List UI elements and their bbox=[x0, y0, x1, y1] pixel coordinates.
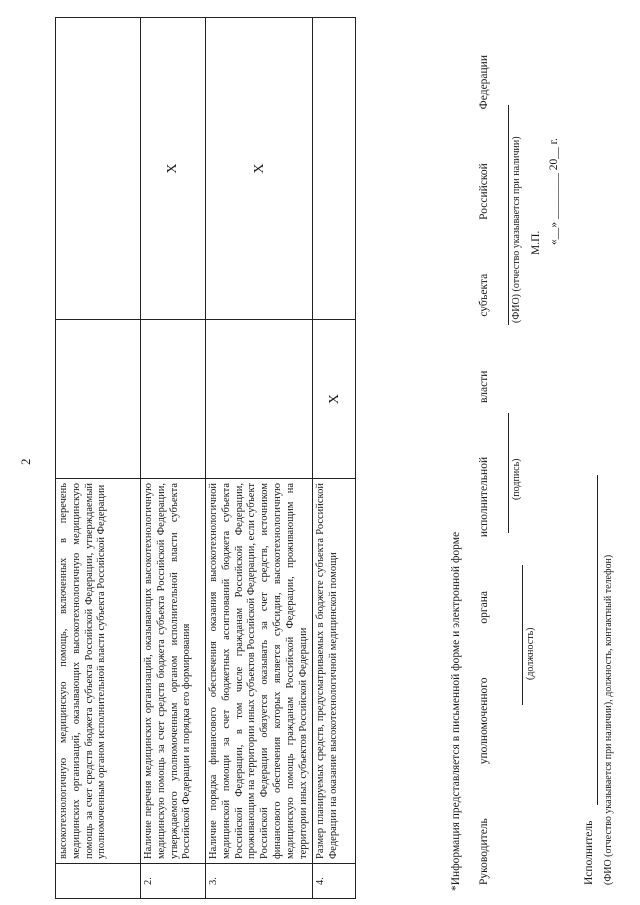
note-text: *Информация представляется в письменной форме и электронной форме bbox=[450, 531, 462, 891]
row-mark-a: X bbox=[313, 320, 356, 479]
row-number bbox=[56, 864, 141, 899]
head-label: Руководитель уполномоченного органа исполнительной власти субъекта Российской Федерации bbox=[478, 55, 490, 885]
executor-line bbox=[597, 475, 598, 805]
page-number: 2 bbox=[18, 458, 33, 465]
table-row bbox=[206, 18, 313, 899]
row-mark-b: X bbox=[141, 18, 206, 320]
row-mark-b bbox=[313, 18, 356, 320]
stamp-label: М.П. bbox=[530, 230, 542, 255]
table-row bbox=[313, 18, 356, 899]
date-field: «__» ________ 20__ г. bbox=[548, 138, 560, 245]
row-text: Наличие перечня медицинских организаций, оказывающих высокотехнологичную медицинскую помощь за счет средств бюджета субъекта Российской Федерации, утверждаемого уполномоченным органом исполнительной власти субъекта Российской Федерации и порядка его формирования bbox=[141, 479, 206, 864]
table-row bbox=[56, 18, 141, 899]
row-mark-a bbox=[141, 320, 206, 479]
row-number: 3. bbox=[206, 864, 313, 899]
row-text: Наличие порядка финансового обеспечения оказания высокотехнологичной медицинской помощи за счет бюджетных ассигнований бюджета субъекта Российской Федерации, в том числе гражданам Российской Федерации, проживающим на территории иных субъектов Российской Федерации, если субъект Российской Федерации обязуется оказывать за счет средств, источником финансового обеспечения которых является субсидия, высокотехнологичную медицинскую помощь гражданам Российской Федерации, проживающим на территории иных субъектов Российской Федерации bbox=[206, 479, 313, 864]
position-caption: (должность) bbox=[525, 627, 536, 680]
row-mark-b bbox=[56, 18, 141, 320]
position-line bbox=[522, 565, 523, 705]
signature-caption: (подпись) bbox=[511, 458, 522, 500]
row-mark-a bbox=[56, 320, 141, 479]
executor-caption: (ФИО (отчество указывается при наличии), должность, контактный телефон) bbox=[603, 554, 614, 885]
row-text: высокотехнологичную медицинскую помощь, включенных в перечень медицинских организаций, оказывающих высокотехнологичную медицинскую помощь за счет средств бюджета субъекта Российской Федерации, утверждаемый уполномоченным органом исполнительной власти субъекта Российской Федерации bbox=[56, 479, 141, 864]
criteria-table bbox=[55, 17, 356, 899]
signature-line bbox=[508, 413, 509, 533]
table-row bbox=[141, 18, 206, 899]
executor-label: Исполнитель bbox=[583, 820, 595, 885]
row-number: 2. bbox=[141, 864, 206, 899]
row-mark-a bbox=[206, 320, 313, 479]
row-mark-b: X bbox=[206, 18, 313, 320]
fio-line bbox=[508, 105, 509, 325]
row-number: 4. bbox=[313, 864, 356, 899]
row-text: Размер планируемых средств, предусматриваемых в бюджете субъекта Российской Федерации на оказание высокотехнологичной медицинской помощи bbox=[313, 479, 356, 864]
fio-caption: (ФИО) (отчество указывается при наличии) bbox=[511, 136, 522, 323]
